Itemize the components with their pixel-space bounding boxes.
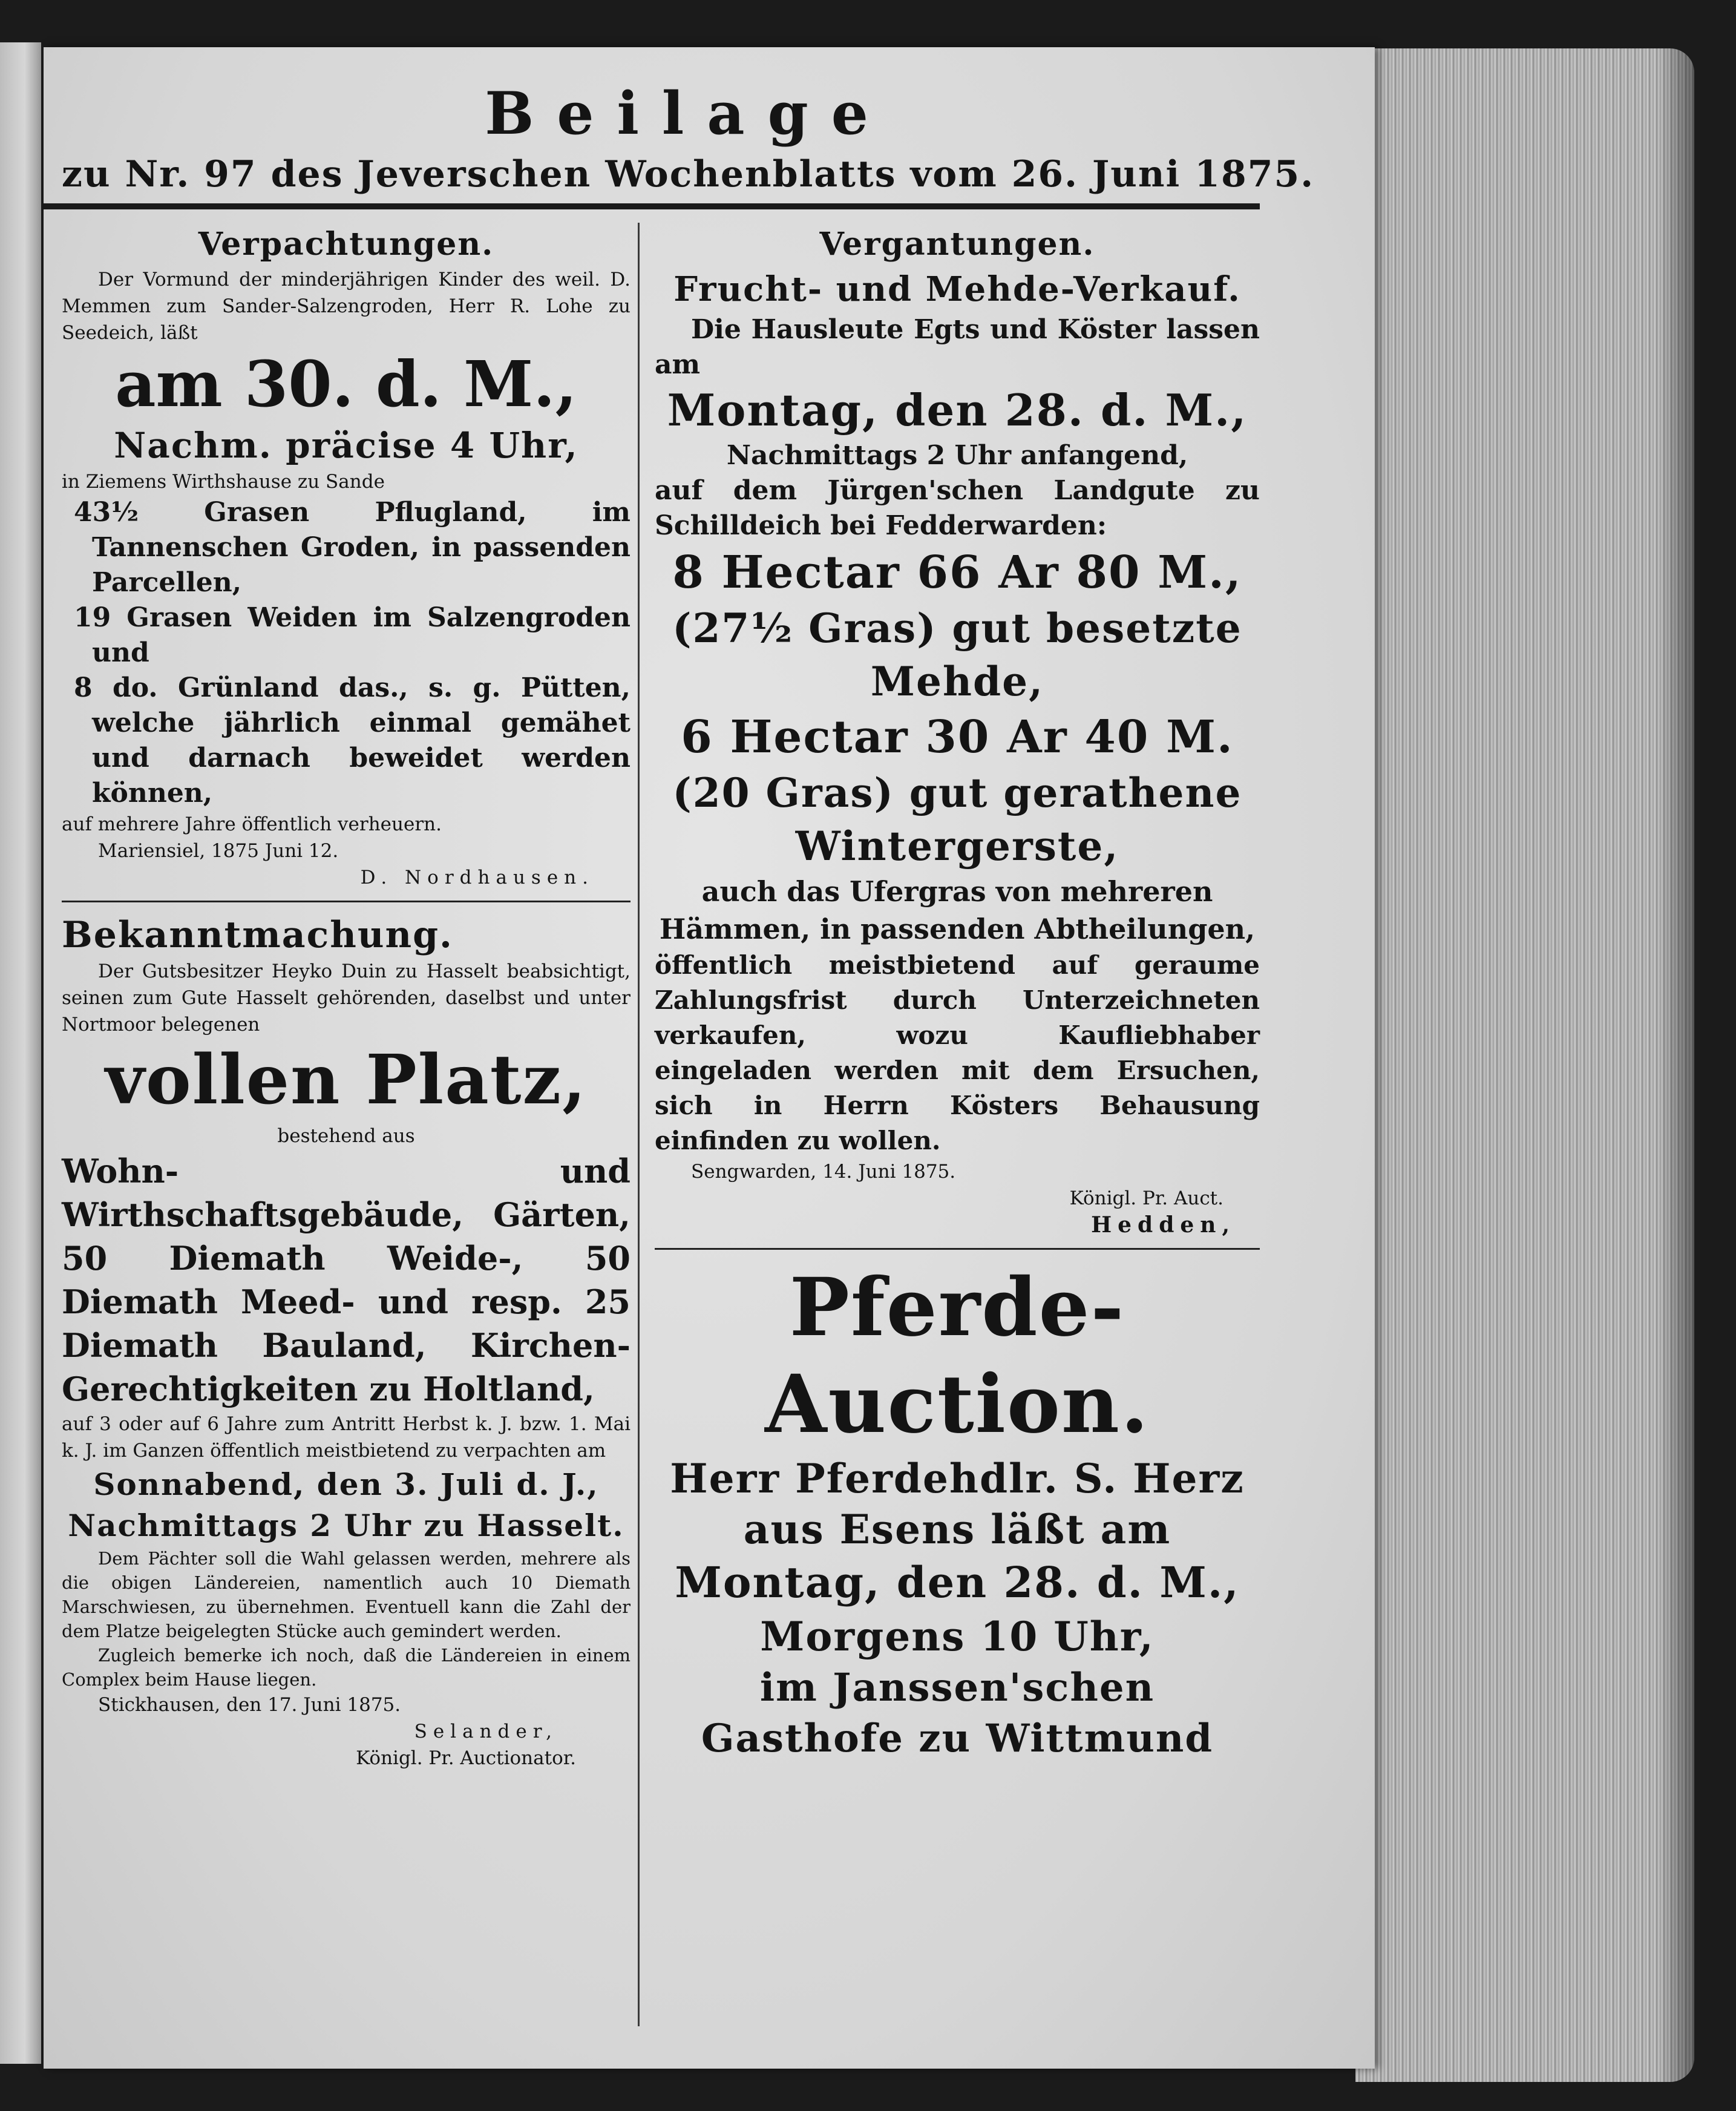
ad-date: Montag, den 28. d. M., [675, 1557, 1240, 1607]
ad-item: 43½ Grasen Pflugland, im Tannenschen Groden, in passenden Parcellen, [74, 497, 631, 598]
ad-verpachtungen [62, 223, 631, 891]
page-subtitle: zu Nr. 97 des Jeverschen Wochenblatts vom 26. Juni 1875. [61, 153, 1315, 195]
book-page-edges [1355, 48, 1694, 2082]
ad-dateline: Mariensiel, 1875 Juni 12. [98, 840, 339, 862]
ad-separator [655, 1248, 1260, 1250]
header-rule [44, 203, 1260, 209]
ad-intro: Die Hausleute Egts und Köster lassen am [655, 314, 1260, 380]
ad-note: Zugleich bemerke ich noch, daß die Ländereien in einem Complex beim Hause liegen. [62, 1645, 631, 1690]
ad-intro: Herr Pferdehdlr. S. Herz aus Esens läßt am [670, 1455, 1245, 1553]
ad-signature: Hedden, [1091, 1212, 1236, 1238]
ad-separator [62, 901, 631, 902]
ad-item: auch das Ufergras von mehreren Hämmen, in passenden Abtheilungen, [659, 875, 1256, 945]
ad-date: Montag, den 28. d. M., [667, 384, 1248, 436]
ad-terms: öffentlich meistbietend auf geraume Zahlungsfrist durch Unterzeichneten verkaufen, wozu Kaufliebhaber eingeladen werden mit dem Ersuchen, sich in Herrn Kösters Behausung einfinden zu wollen. [655, 950, 1260, 1155]
ad-intro: Der Vormund der minderjährigen Kinder des weil. D. Memmen zum Sander-Salzengroden, Herr R. Lohe zu Seedeich, läßt [62, 269, 631, 344]
ad-intro: Der Gutsbesitzer Heyko Duin zu Hasselt beabsichtigt, seinen zum Gute Hasselt gehörenden, daselbst und unter Nortmoor belegenen [62, 960, 631, 1036]
ad-bekanntmachung [62, 912, 631, 1771]
ad-place: im Janssen'schen Gasthofe zu Wittmund [701, 1665, 1214, 1761]
ad-place: auf dem Jürgen'schen Landgute zu Schilldeich bei Fedderwarden: [655, 475, 1260, 541]
ad-time: Nachm. präcise 4 Uhr, [114, 425, 578, 466]
left-column [62, 223, 631, 1771]
ad-note: Dem Pächter soll die Wahl gelassen werden, mehrere als die obigen Ländereien, namentlich auch 10 Diemath Marschwiesen, zu übernehmen. Eventuell kann die Zahl der dem Platze beigelegten Stücke auch gemindert werden. [62, 1548, 631, 1641]
ad-time: Nachmittags 2 Uhr anfangend, [726, 440, 1188, 471]
ad-signature: Selander, [414, 1721, 558, 1742]
ad-date: Sonnabend, den 3. Juli d. J., Nachmittags 2 Uhr zu Hasselt. [68, 1466, 624, 1543]
page-title: Beilage [485, 79, 891, 148]
ad-item: 8 Hectar 66 Ar 80 M., [672, 547, 1242, 599]
ad-heading: Pferde-Auction. [765, 1261, 1150, 1451]
column-divider [638, 223, 640, 2026]
ad-signature: D. Nordhausen. [360, 867, 594, 888]
ad-dateline: Sengwarden, 14. Juni 1875. [691, 1161, 956, 1183]
newspaper-page [44, 47, 1375, 2069]
ad-item: 8 do. Grünland das., s. g. Pütten, welche jährlich einmal gemähet und darnach beweidet werden können, [74, 672, 631, 809]
ad-body: Wohn- und Wirthschaftsgebäude, Gärten, 50 Diemath Weide-, 50 Diemath Meed- und resp. 25 Diemath Bauland, Kirchen-Gerechtigkeiten zu Holtland, [62, 1152, 631, 1408]
ad-heading: Bekanntmachung. [62, 914, 453, 956]
ad-item: (27½ Gras) gut besetzte Mehde, [672, 605, 1242, 705]
ad-heading: Verpachtungen. [198, 226, 494, 263]
ad-item: (20 Gras) gut gerathene Wintergerste, [672, 769, 1242, 870]
ad-heading: Vergantungen. [819, 226, 1095, 263]
ad-consisting: bestehend aus [277, 1125, 415, 1147]
ad-dateline: Stickhausen, den 17. Juni 1875. [98, 1694, 401, 1716]
ad-date: am 30. d. M., [115, 347, 577, 421]
ad-place: in Ziemens Wirthshause zu Sande [62, 471, 385, 493]
ad-terms: auf mehrere Jahre öffentlich verheuern. [62, 813, 442, 835]
page-header [44, 77, 1332, 199]
ad-subheading: Frucht- und Mehde-Verkauf. [673, 269, 1241, 309]
ad-vergantungen [655, 223, 1260, 1238]
ad-headline: vollen Platz, [105, 1040, 588, 1120]
ad-item: 6 Hectar 30 Ar 40 M. [681, 711, 1234, 763]
previous-page-edge [0, 42, 41, 2064]
ad-time: Morgens 10 Uhr, [760, 1613, 1155, 1660]
ad-pferde-auction [655, 1259, 1260, 1764]
ad-item: 19 Grasen Weiden im Salzengroden und [74, 602, 631, 668]
ad-terms: auf 3 oder auf 6 Jahre zum Antritt Herbst k. J. bzw. 1. Mai k. J. im Ganzen öffentlich meistbietend zu verpachten am [62, 1413, 631, 1462]
ad-role: Königl. Pr. Auctionator. [356, 1747, 576, 1769]
ad-role: Königl. Pr. Auct. [1069, 1187, 1223, 1209]
right-column [655, 223, 1260, 1764]
